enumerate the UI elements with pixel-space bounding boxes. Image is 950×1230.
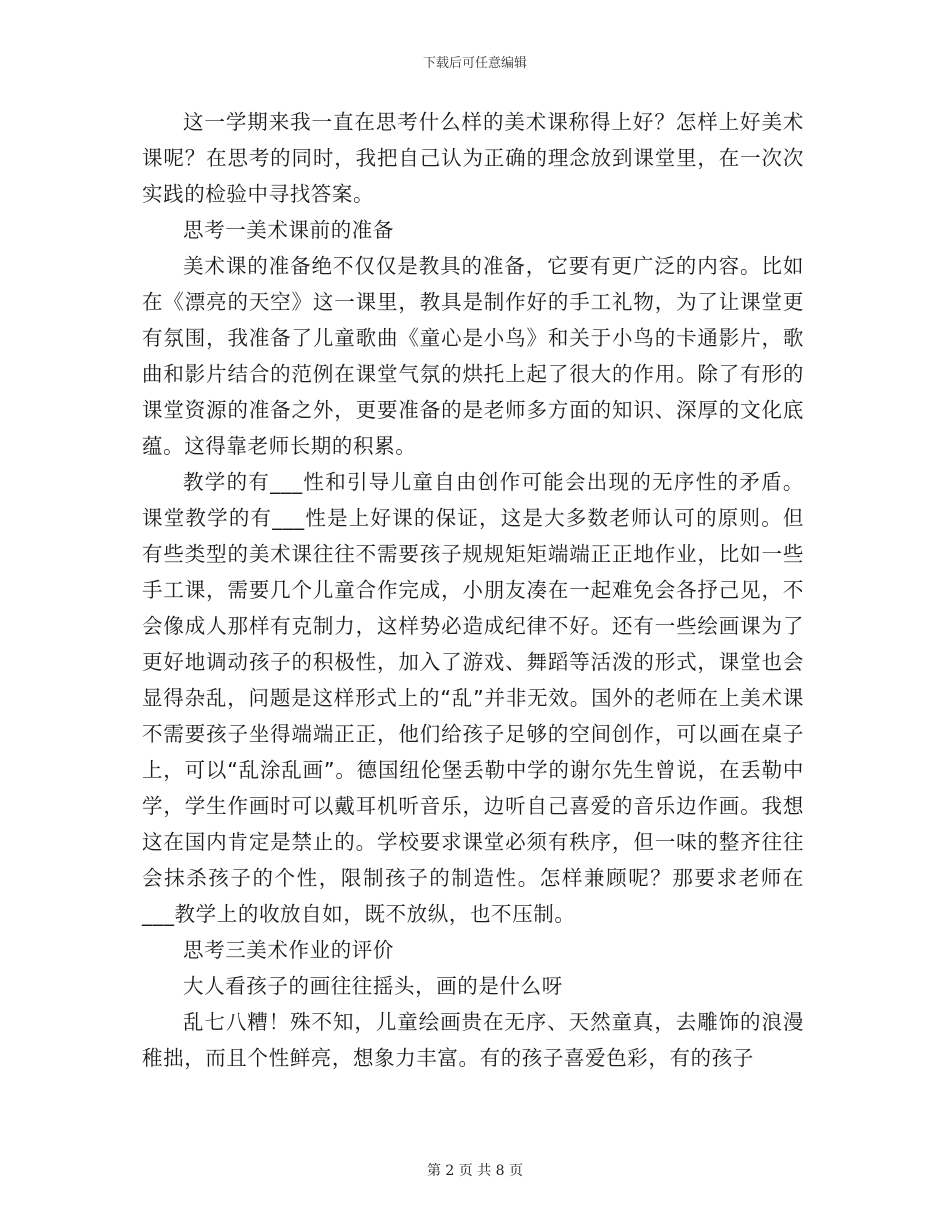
section-heading-evaluation: 思考三美术作业的评价: [183, 938, 394, 962]
paragraph-order-contradiction: 教学的有___性和引导儿童自由创作可能会出现的无序性的矛盾。课堂教学的有___性是上好课的保证，这是大多数老师认可的原则。但有些类型的美术课往往不需要孩子规规矩矩端端正正地作业，比如一些手工课，需要几个儿童合作完成，小朋友凑在一起难免会各抒己见，不会像成人那样有克制力，这样势必造成纪律不好。还有一些绘画课为了更好地调动孩子的积极性，加入了游戏、舞蹈等活泼的形式，课堂也会显得杂乱，问题是这样形式上的“乱”并非无效。国外的老师在上美术课不需要孩子坐得端端正正，他们给孩子足够的空间创作，可以画在桌子上，可以“乱涂乱画”。德国纽伦堡丢勒中学的谢尔先生曾说，在丢勒中学，学生作画时可以戴耳机听音乐，边听自己喜爱的音乐边作画。我想这在国内肯定是禁止的。学校要求课堂必须有秩序，但一味的整齐往往会抹杀孩子的个性，限制孩子的制造性。怎样兼顾呢？那要求老师在___教学上的收放自如，既不放纵，也不压制。: [142, 470, 804, 926]
header-note: 下载后可任意编辑: [422, 56, 527, 71]
paragraph-intro: 这一学期来我一直在思考什么样的美术课称得上好？怎样上好美术课呢？在思考的同时，我把自己认为正确的理念放到课堂里，在一次次实践的检验中寻找答案。: [142, 110, 804, 206]
paragraph-preparation: 美术课的准备绝不仅仅是教具的准备，它要有更广泛的内容。比如在《漂亮的天空》这一课里，教具是制作好的手工礼物，为了让课堂更有氛围，我准备了儿童歌曲《童心是小鸟》和关于小鸟的卡通影片，歌曲和影片结合的范例在课堂气氛的烘托上起了很大的作用。除了有形的课堂资源的准备之外，更要准备的是老师多方面的知识、深厚的文化底蕴。这得靠老师长期的积累。: [142, 254, 804, 458]
paragraph-children-drawing: 乱七八糟！殊不知，儿童绘画贵在无序、天然童真，去雕饰的浪漫稚拙，而且个性鲜亮，想象力丰富。有的孩子喜爱色彩，有的孩子: [142, 1010, 804, 1070]
document-body: [142, 104, 804, 1076]
paragraph-adults-view: 大人看孩子的画往往摇头，画的是什么呀: [183, 974, 563, 998]
section-heading-preparation: 思考一美术课前的准备: [183, 218, 394, 242]
page-number: 第 2 页 共 8 页: [426, 1163, 524, 1179]
